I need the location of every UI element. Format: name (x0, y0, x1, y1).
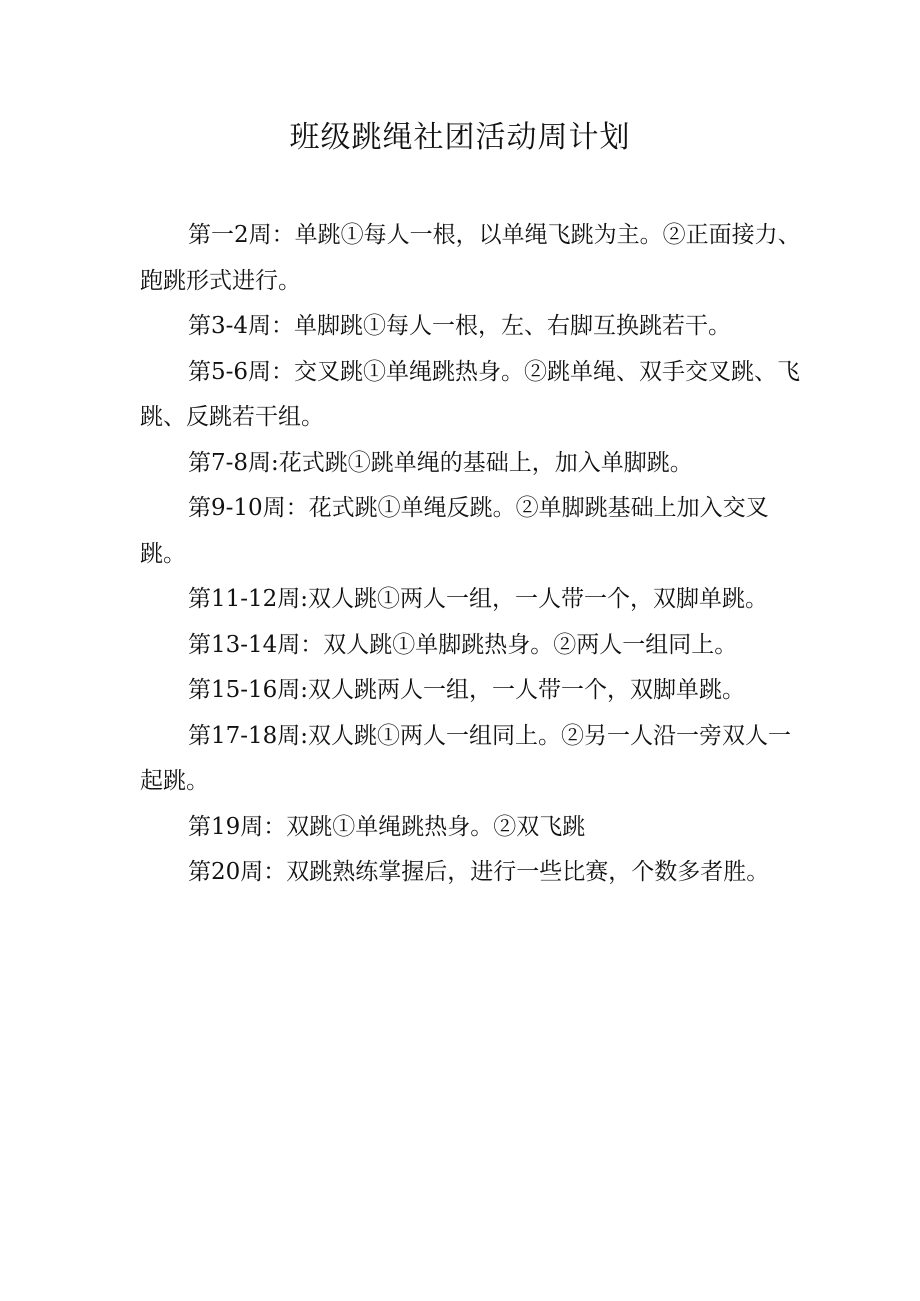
plan-paragraph-week-9-10: 第9-10周：花式跳①单绳反跳。②单脚跳基础上加入交叉跳。 (140, 495, 769, 567)
plan-paragraph-week-1-2: 第一2周：单跳①每人一根，以单绳飞跳为主。②正面接力、跑跳形式进行。 (140, 222, 801, 294)
plan-paragraph-week-11-12: 第11-12周:双人跳①两人一组，一人带一个，双脚单跳。 (188, 586, 769, 612)
plan-paragraph-week-20: 第20周：双跳熟练掌握后，进行一些比赛，个数多者胜。 (188, 859, 770, 885)
plan-paragraph-week-17-18: 第17-18周:双人跳①两人一组同上。②另一人沿一旁双人一起跳。 (140, 722, 792, 794)
plan-paragraph-week-15-16: 第15-16周:双人跳两人一组，一人带一个，双脚单跳。 (188, 677, 746, 703)
plan-paragraph-week-5-6: 第5-6周：交叉跳①单绳跳热身。②跳单绳、双手交叉跳、飞跳、反跳若干组。 (140, 358, 801, 430)
plan-paragraph-week-19: 第19周：双跳①单绳跳热身。②双飞跳 (188, 813, 586, 840)
document-title: 班级跳绳社团活动周计划 (289, 120, 631, 155)
document-body (140, 213, 802, 896)
plan-paragraph-week-3-4: 第3-4周：单脚跳①每人一根，左、右脚互换跳若干。 (188, 313, 732, 339)
plan-paragraph-week-13-14: 第13-14周：双人跳①单脚跳热身。②两人一组同上。 (188, 631, 738, 658)
plan-paragraph-week-7-8: 第7-8周:花式跳①跳单绳的基础上，加入单脚跳。 (188, 449, 693, 476)
